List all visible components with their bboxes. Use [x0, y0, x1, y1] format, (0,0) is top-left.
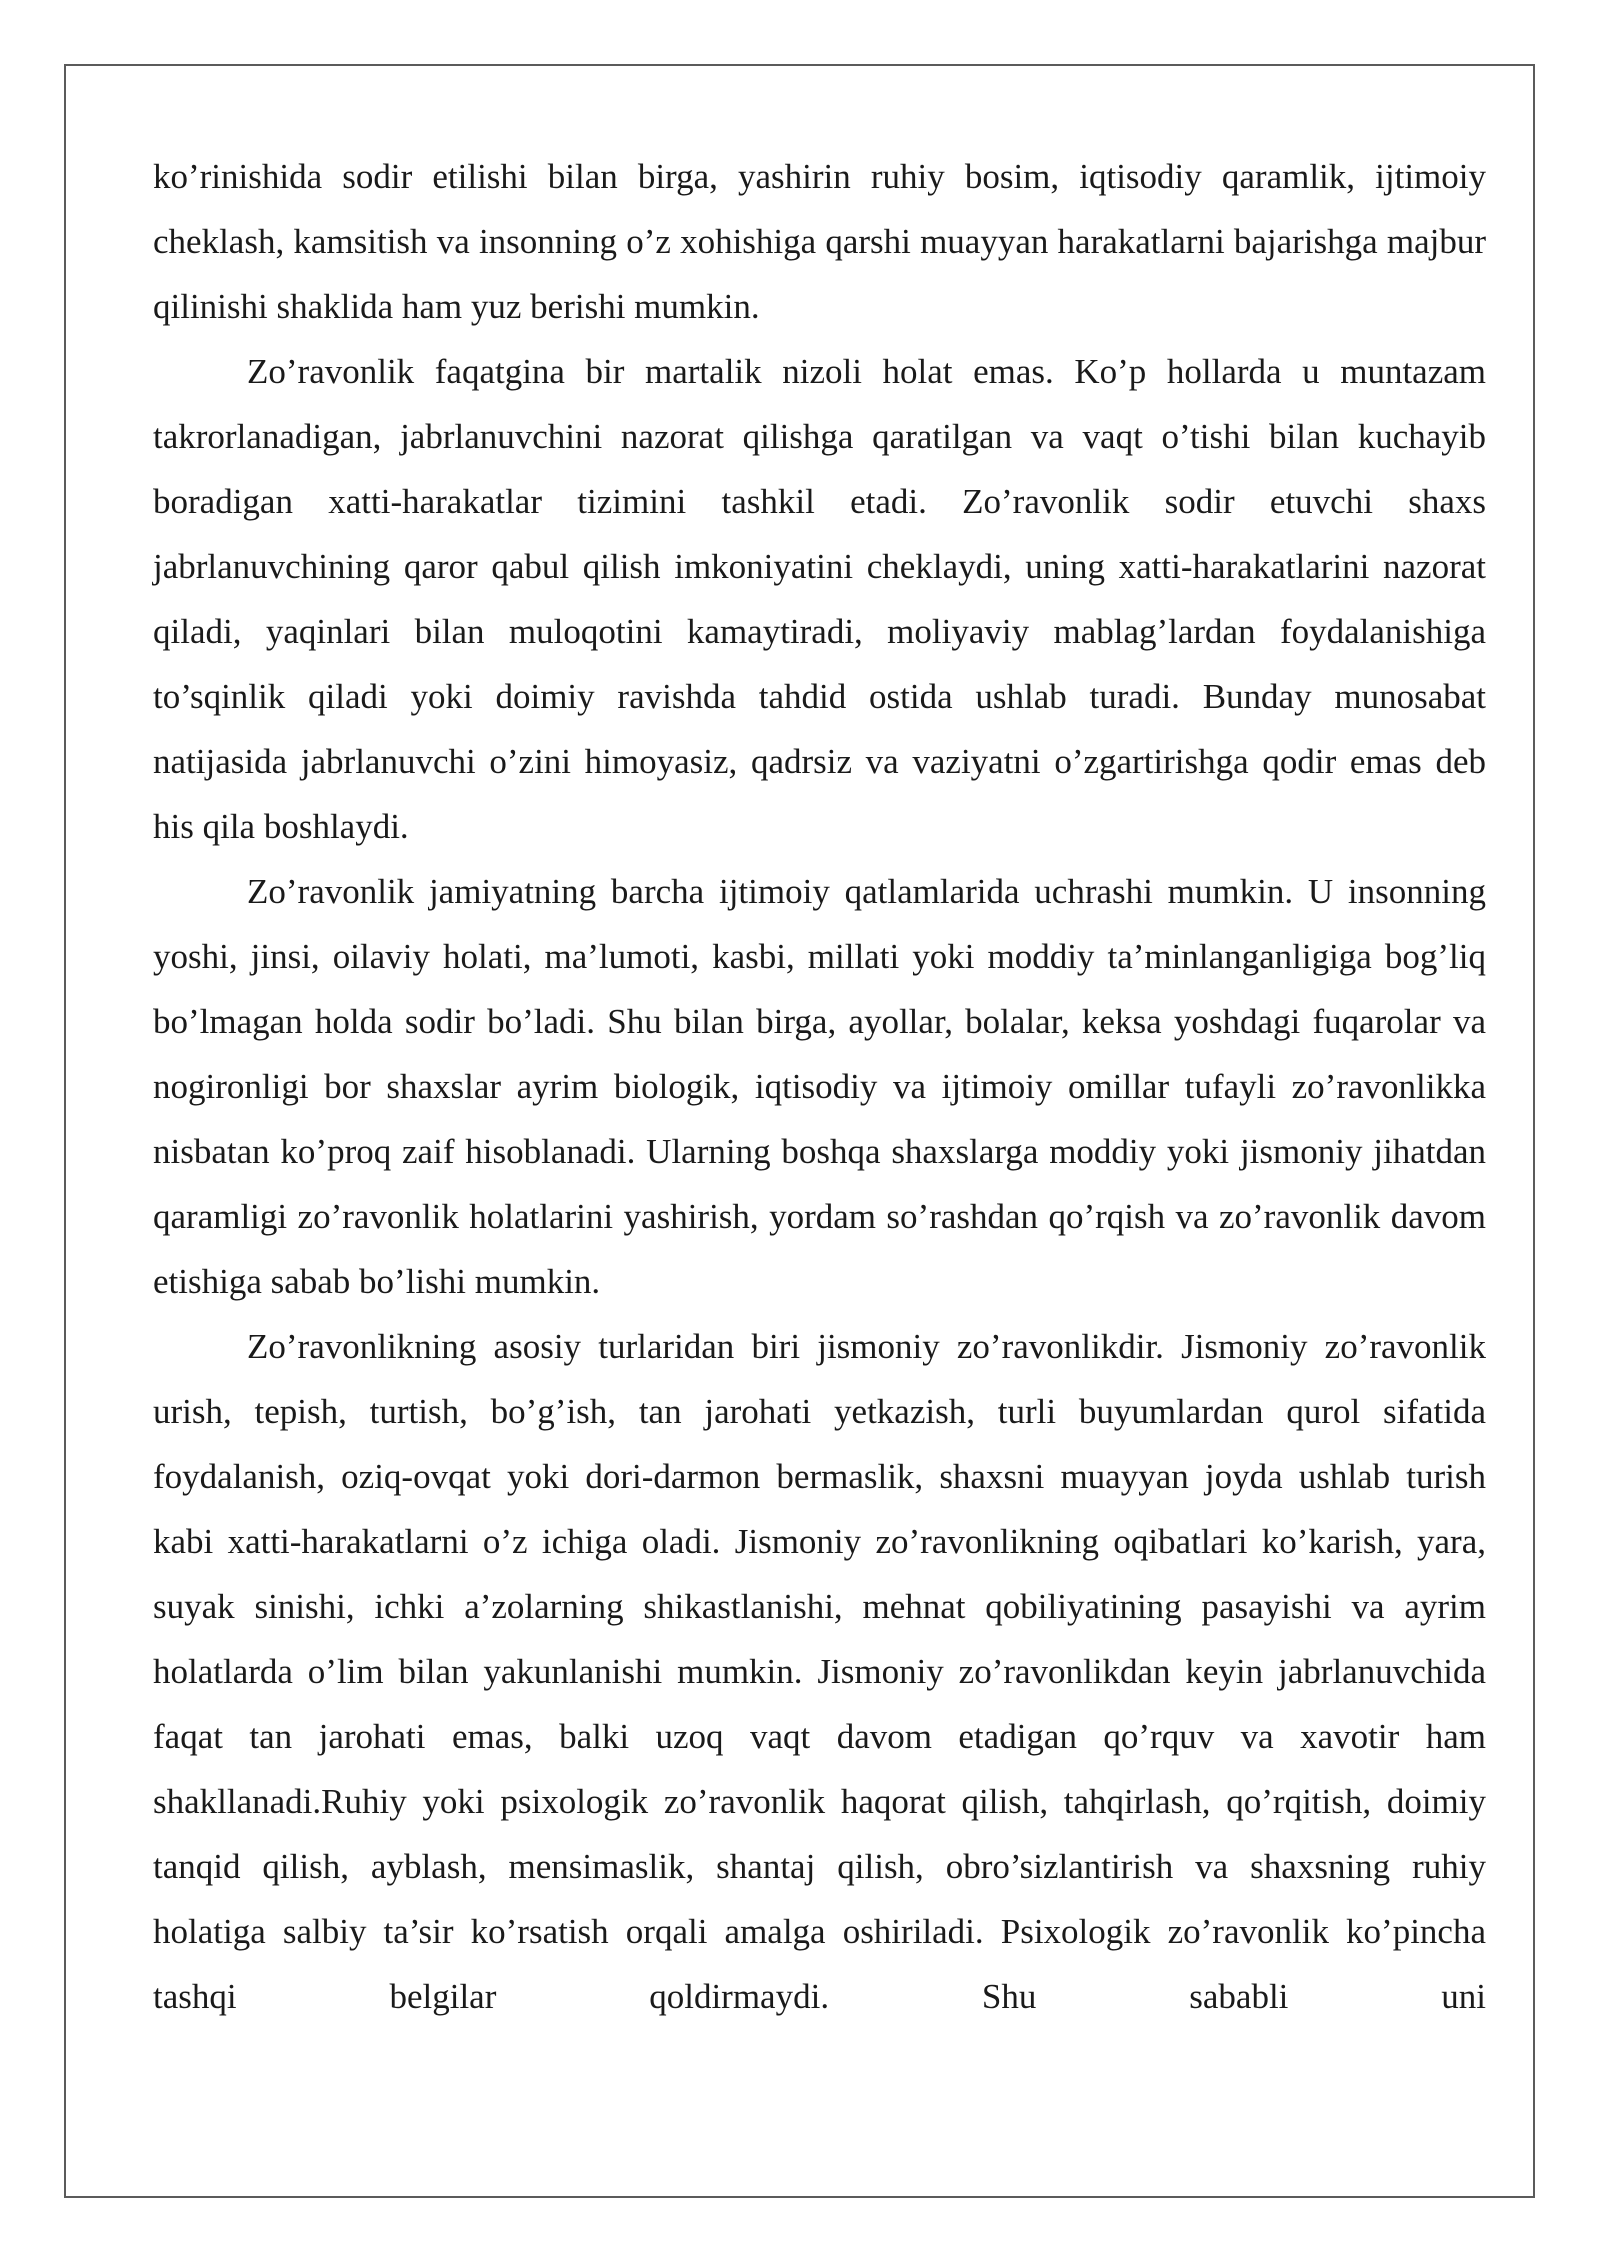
document-body [153, 144, 1486, 2029]
paragraph: Zo’ravonlik jamiyatning barcha ijtimoiy qatlamlarida uchrashi mumkin. U insonning yoshi, jinsi, oilaviy holati, ma’lumoti, kasbi, millati yoki moddiy ta’minlanganligiga bog’liq bo’lmagan holda sodir bo’ladi. Shu bilan birga, ayollar, bolalar, keksa yoshdagi fuqarolar va nogironligi bor shaxslar ayrim biologik, iqtisodiy va ijtimoiy omillar tufayli zo’ravonlikka nisbatan ko’proq zaif hisoblanadi. Ularning boshqa shaxslarga moddiy yoki jismoniy jihatdan qaramligi zo’ravonlik holatlarini yashirish, yordam so’rashdan qo’rqish va zo’ravonlik davom etishiga sabab bo’lishi mumkin. [153, 872, 1486, 1301]
paragraph: Zo’ravonlikning asosiy turlaridan biri jismoniy zo’ravonlikdir. Jismoniy zo’ravonlik urish, tepish, turtish, bo’g’ish, tan jarohati yetkazish, turli buyumlardan qurol sifatida foydalanish, oziq-ovqat yoki dori-darmon bermaslik, shaxsni muayyan joyda ushlab turish kabi xatti-harakatlarni o’z ichiga oladi. Jismoniy zo’ravonlikning oqibatlari ko’karish, yara, suyak sinishi, ichki a’zolarning shikastlanishi, mehnat qobiliyatining pasayishi va ayrim holatlarda o’lim bilan yakunlanishi mumkin. Jismoniy zo’ravonlikdan keyin jabrlanuvchida faqat tan jarohati emas, balki uzoq vaqt davom etadigan qo’rquv va xavotir ham shakllanadi.Ruhiy yoki psixologik zo’ravonlik haqorat qilish, tahqirlash, qo’rqitish, doimiy tanqid qilish, ayblash, mensimaslik, shantaj qilish, obro’sizlantirish va shaxsning ruhiy holatiga salbiy ta’sir ko’rsatish orqali amalga oshiriladi. Psixologik zo’ravonlik ko’pincha tashqi belgilar qoldirmaydi. Shu sababli uni [153, 1327, 1486, 2016]
paragraph: Zo’ravonlik faqatgina bir martalik nizoli holat emas. Ko’p hollarda u muntazam takrorlanadigan, jabrlanuvchini nazorat qilishga qaratilgan va vaqt o’tishi bilan kuchayib boradigan xatti-harakatlar tizimini tashkil etadi. Zo’ravonlik sodir etuvchi shaxs jabrlanuvchining qaror qabul qilish imkoniyatini cheklaydi, uning xatti-harakatlarini nazorat qiladi, yaqinlari bilan muloqotini kamaytiradi, moliyaviy mablag’lardan foydalanishiga to’sqinlik qiladi yoki doimiy ravishda tahdid ostida ushlab turadi. Bunday munosabat natijasida jabrlanuvchi o’zini himoyasiz, qadrsiz va vaziyatni o’zgartirishga qodir emas deb his qila boshlaydi. [153, 352, 1486, 846]
paragraph-continuation: ko’rinishida sodir etilishi bilan birga, yashirin ruhiy bosim, iqtisodiy qaramlik, ijtimoiy cheklash, kamsitish va insonning o’z xohishiga qarshi muayyan harakatlarni bajarishga majbur qilinishi shaklida ham yuz berishi mumkin. [153, 157, 1486, 326]
